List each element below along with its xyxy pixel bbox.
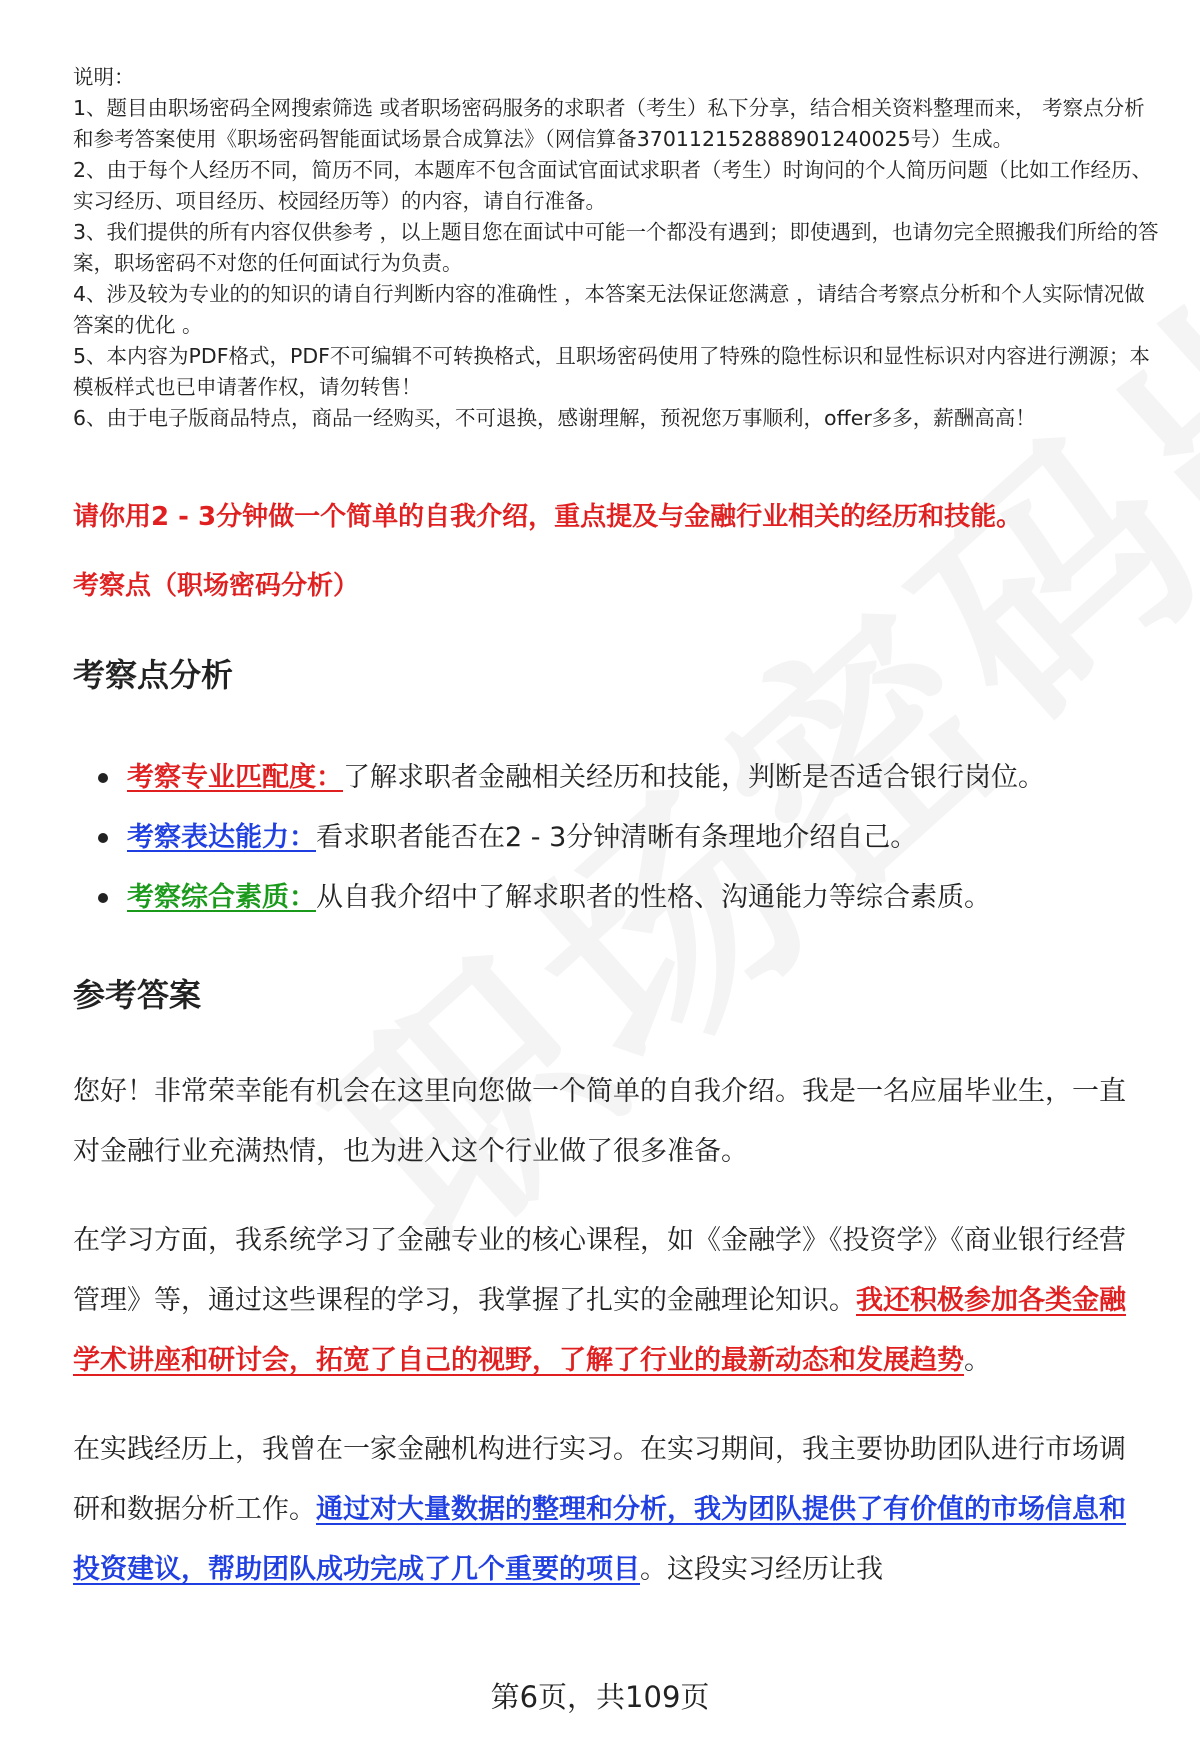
analysis-point: [98, 868, 1045, 928]
point-key-professional-match: 考察专业匹配度：: [127, 762, 343, 793]
note-item: 1、题目由职场密码全网搜索筛选 或者职场密码服务的求职者（考生）私下分享，结合相关资料整理而来， 考察点分析和参考答案使用《职场密码智能面试场景合成算法》（网信算备370112152888901240025号）生成。: [73, 96, 1145, 151]
page-number: 第6页，共109页: [490, 1680, 710, 1714]
note-item: 2、由于每个人经历不同，简历不同，本题库不包含面试官面试求职者（考生）时询问的个人简历问题（比如工作经历、实习经历、项目经历、校园经历等）的内容，请自行准备。: [73, 158, 1153, 213]
point-text: 看求职者能否在2 - 3分钟清晰有条理地介绍自己。: [316, 822, 918, 853]
answer-highlight-red: 我还积极参加各类金融学术讲座和研讨会，拓宽了自己的视野，了解了行业的最新动态和发展趋势: [73, 1285, 1126, 1376]
answer-paragraph: [73, 1420, 1148, 1600]
reference-answer: [73, 1062, 1148, 1629]
notes-heading: 说明：: [73, 65, 135, 89]
answer-text: 。这段实习经历让我: [640, 1554, 883, 1585]
analysis-point: [98, 748, 1045, 808]
note-item: 3、我们提供的所有内容仅供参考 ，以上题目您在面试中可能一个都没有遇到；即使遇到，也请勿完全照搬我们所给的答案，职场密码不对您的任何面试行为负责。: [73, 220, 1159, 275]
note-item: 6、由于电子版商品特点，商品一经购买，不可退换，感谢理解，预祝您万事顺利，offer多多，薪酬高高！: [73, 406, 1036, 430]
disclaimer-notes: [73, 62, 1163, 434]
answer-text: 。: [964, 1345, 991, 1376]
interview-question: 请你用2 - 3分钟做一个简单的自我介绍，重点提及与金融行业相关的经历和技能。: [73, 502, 1023, 532]
point-text: 从自我介绍中了解求职者的性格、沟通能力等综合素质。: [316, 882, 991, 913]
answer-highlight-blue: 通过对大量数据的整理和分析，我为团队提供了有价值的市场信息和投资建议，帮助团队成功完成了几个重要的项目: [73, 1494, 1126, 1585]
point-key-overall-quality: 考察综合素质：: [127, 882, 316, 913]
answer-heading: 参考答案: [73, 976, 202, 1014]
analysis-point: [98, 808, 1045, 868]
note-item: 5、本内容为PDF格式，PDF不可编辑不可转换格式，且职场密码使用了特殊的隐性标识和显性标识对内容进行溯源；本模板样式也已申请著作权，请勿转售！: [73, 344, 1150, 399]
answer-text: 在实践经历上，我曾在一家金融机构进行实习。在实习期间，我主要协助团队进行市场调研和数据分析工作。: [73, 1434, 1126, 1525]
answer-text: 您好！非常荣幸能有机会在这里向您做一个简单的自我介绍。我是一名应届毕业生，一直对金融行业充满热情，也为进入这个行业做了很多准备。: [73, 1076, 1126, 1167]
analysis-heading: 考察点分析: [73, 656, 234, 694]
point-text: 了解求职者金融相关经历和技能，判断是否适合银行岗位。: [343, 762, 1045, 793]
answer-paragraph: [73, 1062, 1148, 1182]
answer-text: 在学习方面，我系统学习了金融专业的核心课程，如《金融学》《投资学》《商业银行经营管理》等，通过这些课程的学习，我掌握了扎实的金融理论知识。: [73, 1225, 1126, 1316]
answer-paragraph: [73, 1211, 1148, 1391]
analysis-points: [98, 748, 1045, 928]
point-key-expression: 考察表达能力：: [127, 822, 316, 853]
analysis-subtitle: 考察点（职场密码分析）: [73, 571, 360, 601]
note-item: 4、涉及较为专业的的知识的请自行判断内容的准确性 ，本答案无法保证您满意 ，请结合考察点分析和个人实际情况做答案的优化 。: [73, 282, 1145, 337]
